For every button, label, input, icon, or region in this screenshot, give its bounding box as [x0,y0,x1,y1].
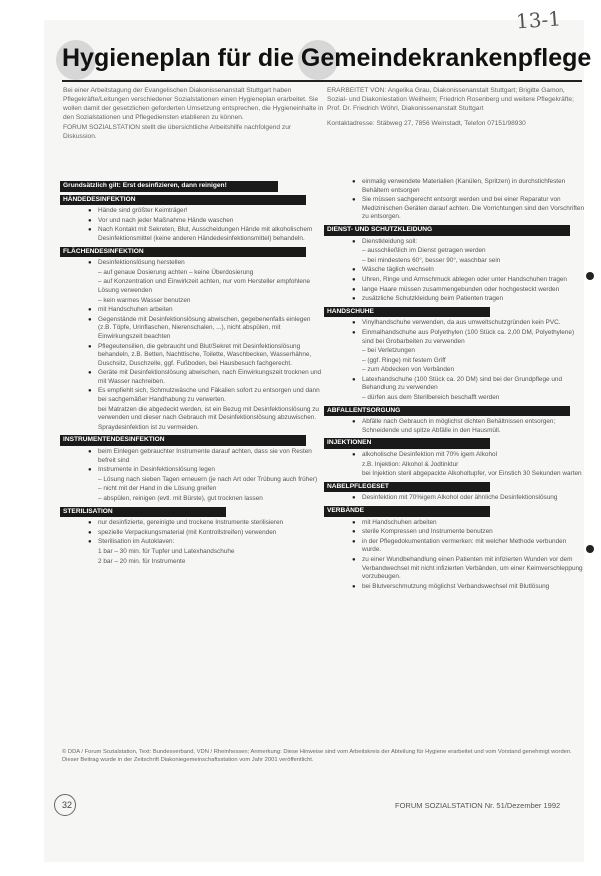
bullet-item: ● sterile Kompressen und Instrumente benutzen [324,528,586,537]
bullet-item: ● mit Handschuhen arbeiten [60,306,322,315]
bullet-item: ● in der Pflegedokumentation vermerken: mit welcher Methode verbunden wurde. [324,538,586,555]
bullet-list [324,451,586,479]
bullet-list [324,418,586,435]
section-bar: ABFALLENTSORGUNG [324,406,570,417]
title-rule [62,80,582,82]
dash-item: – dürfen aus dem Sterilbereich beschafft werden [362,394,500,402]
dash-item: – auf Konzentration und Einwirkzeit achten, nur vom Hersteller empfohlene Lösung verwenden [98,278,311,294]
bullet-item: ● Pflegeutensilien, die gebraucht und Blut/Sekret mit Desinfektionslösung behandeln, z.B. Betten, Nachttische, Toilette, Waschbecken, Wasserhähne, Duschsitz, Duschzelle, ggf. Fußboden, bei Hausbesuch fachgerecht. [60,343,322,369]
intro-left-paragraph: FORUM SOZIALSTATION stellt die übersichtliche Arbeitshilfe nachfolgend zur Diskussion. [63,124,292,140]
intro-right-paragraph: ERARBEITET VON: Angelika Grau, Diakonissenanstalt Stuttgart; Brigitte Gamon, Sozial- und Diakoniestation Weilheim; Friedrich Rosenberg und weitere Pflegekräfte; Prof. Dr. Friedrich Wöhrl, Diakonissenanstalt Stuttgart [327,87,574,112]
dash-item: Spraydesinfektion ist zu vermeiden. [98,423,199,431]
dash-item: – Lösung nach sieben Tagen erneuern (je nach Art oder Trübung auch früher) [98,475,318,483]
page-number [62,800,72,810]
bullet-item: ● Dienstkleidung soll: [324,238,586,247]
dash-item: 1 bar – 30 min. für Tupfer und Latexhandschuhe [98,547,235,555]
bullet-list [324,319,586,402]
right-column [324,178,586,592]
intro-right-paragraph: Kontaktadresse: Stäbweg 27, 7856 Weinstadt, Telefon 07151/98930 [327,120,526,127]
bullet-item: ● Wäsche täglich wechseln [324,266,586,275]
bullet-item: ● spezielle Verpackungsmaterial (mit Kontrollstreifen) verwenden [60,529,322,538]
bullet-item: ● Vinylhandschuhe verwenden, da aus umweltschutzgründen kein PVC. [324,319,586,328]
footnote: © DDA / Forum Sozialstation, Text: Bundesverband, VDN / Rheinhessen; Anmerkung: Diese Hinweise sind vom Arbeitskreis der Abteilung für Hygiene erarbeitet und vom Vorstand genehmigt worden. Dieser Beitrag wurde in der Zeitschrift Diakoniegemeinschaftsstation vom Jahr 2001 veröffentlicht. [62,749,572,763]
section-bar: HÄNDEDESINFEKTION [60,195,306,206]
bullet-item: ● Desinfektion mit 70%igem Alkohol oder ähnliche Desinfektionslösung [324,494,586,503]
footer-publication: FORUM SOZIALSTATION Nr. 51/Dezember 1992 [395,801,561,810]
section-bar: DIENST- UND SCHUTZKLEIDUNG [324,225,570,236]
section-bar: NABELPFLEGESET [324,482,490,493]
dash-item: – auf genaue Dosierung achten – keine Überdosierung [98,268,254,276]
document-title [62,44,592,73]
bullet-item: ● Geräte mit Desinfektionslösung abwischen, nach Einwirkungszeit trocknen und mit Wasser nachreiben. [60,369,322,386]
dash-item: bei Injektion steril abgepackte Alkoholtupfer, vor Einstich 30 Sekunden warten [362,470,582,478]
page-margin [0,0,44,876]
bullet-item: ● Sterilisation im Autoklaven: [60,538,322,547]
bullet-item: ● Desinfektionslösung herstellen [60,259,322,268]
bullet-list [60,448,322,504]
section-bar: INJEKTIONEN [324,438,490,449]
dash-item: – kein warmes Wasser benutzen [98,296,191,304]
bullet-item: ● einmalig verwendete Materialien (Kanülen, Spritzen) in durchstichfesten Behältern entsorgen [324,178,586,195]
bullet-list [324,519,586,592]
bullet-list [60,207,322,243]
bullet-item: ● beim Einlegen gebrauchter Instrumente darauf achten, dass sie von Resten befreit sind [60,448,322,465]
section-bar: FLÄCHENDESINFEKTION [60,247,306,258]
section-bar: VERBÄNDE [324,506,490,517]
page-number-circle [54,794,76,816]
bullet-item: ● Es empfiehlt sich, Schmutzwäsche und Fäkalien sofort zu entsorgen und dann bei sachgemäßer Handhabung zu verwerten. [60,387,322,404]
dash-item: – ausschließlich im Dienst getragen werden [362,247,486,255]
binder-hole [586,545,594,553]
bullet-item: ● Uhren, Ringe und Armschmuck ablegen oder unter Handschuhen tragen [324,276,586,285]
bullet-item: ● zusätzliche Schutzkleidung beim Patienten tragen [324,295,586,304]
dash-item: 2 bar – 20 min. für Instrumente [98,557,186,565]
bullet-list [324,178,586,222]
section-bar: HANDSCHUHE [324,307,490,318]
bullet-item: ● zu einer Wundbehandlung einen Patienten mit infizierten Wunden vor dem Verbandwechsel mit nicht infizierten Verbänden, um einer Keimverschleppung vorzubeugen. [324,556,586,582]
bullet-list [60,519,322,566]
dash-item: – bei Verletzungen [362,347,415,355]
bullet-item: ● Latexhandschuhe (100 Stück ca. 20 DM) sind bei der Grundpflege und Behandlung zu verwenden [324,376,586,393]
bullet-item: ● Einmalhandschuhe aus Polyethylen (100 Stück ca. 2,00 DM, Polyethylene) sind bei Grobarbeiten zu verwenden [324,329,586,346]
bullet-item: ● Nach Kontakt mit Sekreten, Blut, Ausscheidungen Hände mit alkoholischem Desinfektionsmittel (keine anderen Händedesinfektionsmittel) behandeln. [60,226,322,243]
bullet-item: ● nur desinfizierte, gereinigte und trockene Instrumente sterilisieren [60,519,322,528]
section-bar: STERILISATION [60,507,226,518]
section-header: Grundsätzlich gilt: Erst desinfizieren, dann reinigen! [60,181,278,192]
bullet-item: ● Abfälle nach Gebrauch in möglichst dichten Behältnissen entsorgen; Schneidende und spitze Abfälle in den Hausmüll. [324,418,586,435]
bullet-item: ● Instrumente in Desinfektionslösung legen [60,466,322,475]
bullet-item: ● alkoholische Desinfektion mit 70% igem Alkohol [324,451,586,460]
bullet-item: ● bei Blutverschmutzung möglichst Verbandswechsel mit Blutlösung [324,583,586,592]
dash-item: – abspülen, reinigen (evtl. mit Bürste), gut trocknen lassen [98,495,263,502]
bullet-item: ● Vor und nach jeder Maßnahme Hände waschen [60,217,322,226]
page-number-text: 32 [62,800,73,810]
dash-item: – (ggf. Ringe) mit festem Griff [362,356,446,364]
bullet-item: ● lange Haare müssen zusammengebunden oder hochgesteckt werden [324,286,586,295]
intro-left [63,86,325,142]
bullet-list [60,259,322,432]
section-bar: INSTRUMENTENDESINFEKTION [60,435,306,446]
bullet-item: ● Gegenstände mit Desinfektionslösung abwischen, gegebenenfalls einlegen (z.B. Töpfe, Urinflaschen, Nierenschalen, ...), nicht abspülen, mit Einwirkungszeit beachten [60,316,322,342]
intro-right [327,86,585,129]
bullet-item: ● Hände sind größter Keimträger! [60,207,322,216]
intro-left-paragraph: Bei einer Arbeitstagung der Evangelischen Diakonissenanstalt Stuttgart haben Pflegekräfte/Leitungen verschiedener Sozialstationen einen Hygieneplan erarbeitet. Sie wollen damit der gesetzlichen geforderten Umsetzung entsprechen, die Hygieneinhalte in den Sozialstationen und Pflegediensten etablieren zu können. [63,87,324,121]
title-text: Hygieneplan für die Gemeindekrankenpflege [62,44,592,72]
bullet-list [324,238,586,304]
bullet-item: ● mit Handschuhen arbeiten [324,519,586,528]
left-column [60,178,322,567]
bullet-list [324,494,586,503]
bullet-item: ● Sie müssen sachgerecht entsorgt werden und bei einer Reparatur von Medizinischen Geräten darauf achten. Die Vorrichtungen sind den Vorschriften zu entsorgen. [324,196,586,222]
dash-item: – zum Abdecken von Verbänden [362,366,455,374]
dash-item: z.B. Injektion: Alkohol & Jodtinktur [362,460,459,468]
dash-item: – bei mindestens 60°, besser 90°, waschbar sein [362,256,501,264]
handwritten-note: 13-1 [515,6,562,34]
binder-hole [586,272,594,280]
dash-item: bei Matratzen die abgedeckt werden, ist ein Bezug mit Desinfektionslösung zu verwenden und dieser nach Gebrauch mit Desinfektionslösung abzuwischen. [98,405,319,422]
dash-item: – nicht mit der Hand in die Lösung greifen [98,485,217,493]
